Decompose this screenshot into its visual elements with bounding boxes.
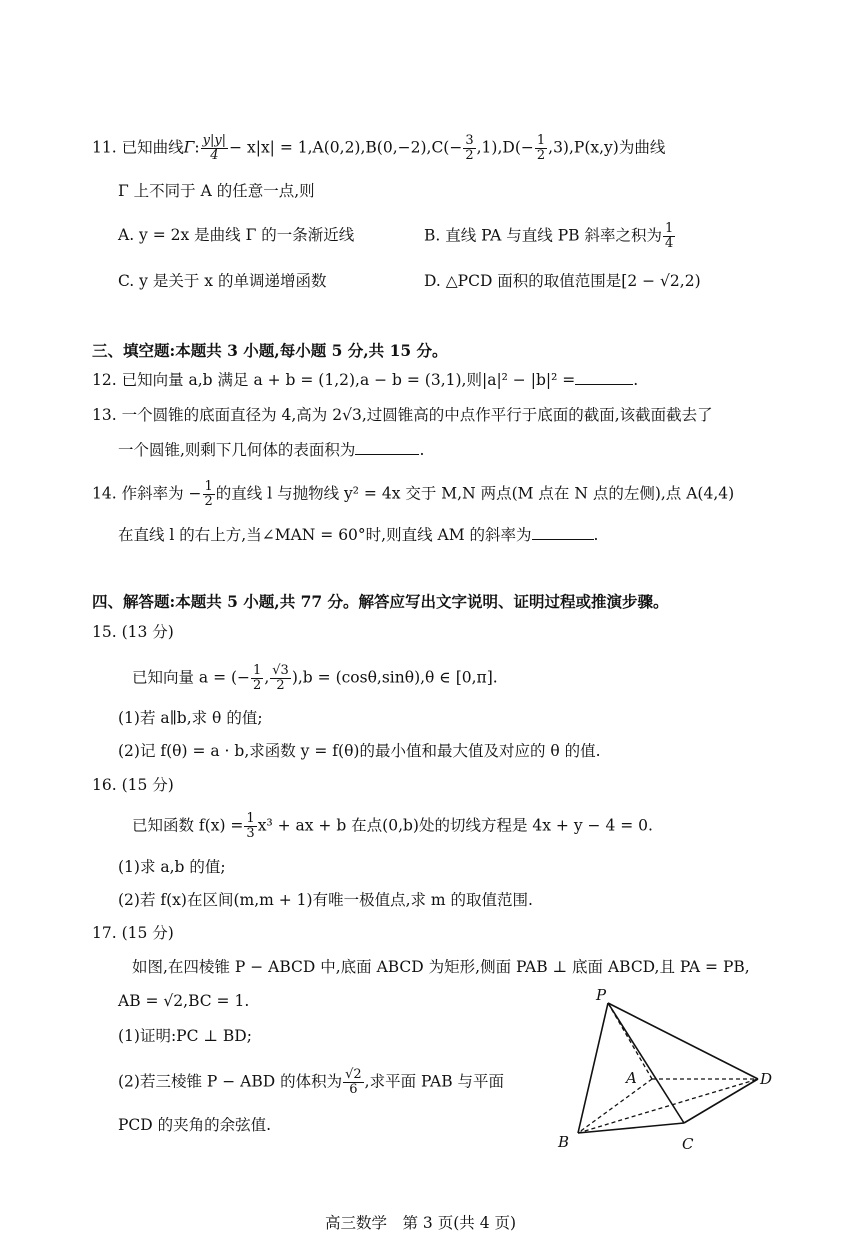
- q15-heading: 15. (13 分): [92, 623, 174, 641]
- q13-line2: 一个圆锥,则剩下几何体的表面积为 .: [118, 441, 425, 459]
- q16-part1: (1)求 a,b 的值;: [118, 858, 226, 876]
- q14-answer-blank: [532, 525, 594, 540]
- q17-part2-line2: PCD 的夹角的余弦值.: [118, 1116, 272, 1134]
- q11-number: 11.: [92, 138, 117, 157]
- q13-answer-blank: [355, 440, 419, 455]
- q11-option-d: D. △PCD 面积的取值范围是[2 − √2,2): [424, 272, 701, 290]
- page-footer: 高三数学 第 3 页(共 4 页): [325, 1214, 517, 1232]
- q16-heading: 16. (15 分): [92, 776, 174, 794]
- q17-part2: (2)若三棱锥 P − ABD 的体积为 $\frac{√2}{6}$ ,求平面 PAB 与平面: [118, 1067, 505, 1097]
- q15-stem: 已知向量 a = (− $\frac{1}{2}$ , $\frac{√3}{2}$ ),b = (cosθ,sinθ),θ ∈ [0,π].: [132, 663, 498, 693]
- section-3-heading: 三、填空题:本题共 3 小题,每小题 5 分,共 15 分。: [92, 341, 448, 360]
- q17-part1: (1)证明:PC ⊥ BD;: [118, 1027, 252, 1045]
- edge-PB: [578, 1003, 608, 1133]
- q16-part2: (2)若 f(x)在区间(m,m + 1)有唯一极值点,求 m 的取值范围.: [118, 891, 533, 909]
- label-A: A: [626, 1069, 637, 1087]
- q17-line1: 如图,在四棱锥 P − ABCD 中,底面 ABCD 为矩形,侧面 PAB ⊥ 底面 ABCD,且 PA = PB,: [132, 958, 750, 976]
- q12-answer-blank: [575, 370, 633, 385]
- label-C: C: [682, 1135, 694, 1153]
- q17-heading: 17. (15 分): [92, 924, 174, 942]
- q17-line2: AB = √2,BC = 1.: [118, 992, 250, 1010]
- label-B: B: [558, 1133, 570, 1151]
- q13-line1: 13. 一个圆锥的底面直径为 4,高为 2√3,过圆锥高的中点作平行于底面的截面,该截面截去了: [92, 406, 713, 424]
- q11-stem: 11. 已知曲线Γ: $\frac{y|y|}{4}$ − x|x| = 1,A(0,2),B(0,−2),C(− $\frac{3}{2}$ ,1),D(− $\frac{1}{2}$ ,3),P(x,y)为曲线: [92, 133, 666, 163]
- q12: 12. 已知向量 a,b 满足 a + b = (1,2),a − b = (3,1),则|a|² − |b|² = .: [92, 371, 639, 389]
- section-4-heading: 四、解答题:本题共 5 小题,共 77 分。解答应写出文字说明、证明过程或推演步骤。: [92, 592, 669, 611]
- q15-part2: (2)记 f(θ) = a · b,求函数 y = f(θ)的最小值和最大值及对应的 θ 的值.: [118, 742, 601, 760]
- q11-option-a: A. y = 2x 是曲线 Γ 的一条渐近线: [118, 226, 355, 244]
- q16-stem: 已知函数 f(x) = $\frac{1}{3}$ x³ + ax + b 在点(0,b)处的切线方程是 4x + y − 4 = 0.: [132, 811, 653, 841]
- q11-fraction: $\frac{y|y|}{4}$: [202, 133, 227, 163]
- q11-option-c: C. y 是关于 x 的单调递增函数: [118, 272, 327, 290]
- edge-CD: [684, 1079, 758, 1123]
- q14-line2: 在直线 l 的右上方,当∠MAN = 60°时,则直线 AM 的斜率为 .: [118, 526, 599, 544]
- q15-part1: (1)若 a∥b,求 θ 的值;: [118, 709, 263, 727]
- label-D: D: [760, 1070, 773, 1088]
- label-P: P: [596, 986, 607, 1004]
- pyramid-figure: [548, 985, 788, 1160]
- q14-line1: 14. 作斜率为 − $\frac{1}{2}$ 的直线 l 与抛物线 y² = 4x 交于 M,N 两点(M 点在 N 点的左侧),点 A(4,4): [92, 479, 735, 509]
- q11-option-b: B. 直线 PA 与直线 PB 斜率之积为 $\frac{1}{4}$: [424, 221, 674, 251]
- q11-stem-line2: Γ 上不同于 A 的任意一点,则: [118, 182, 315, 200]
